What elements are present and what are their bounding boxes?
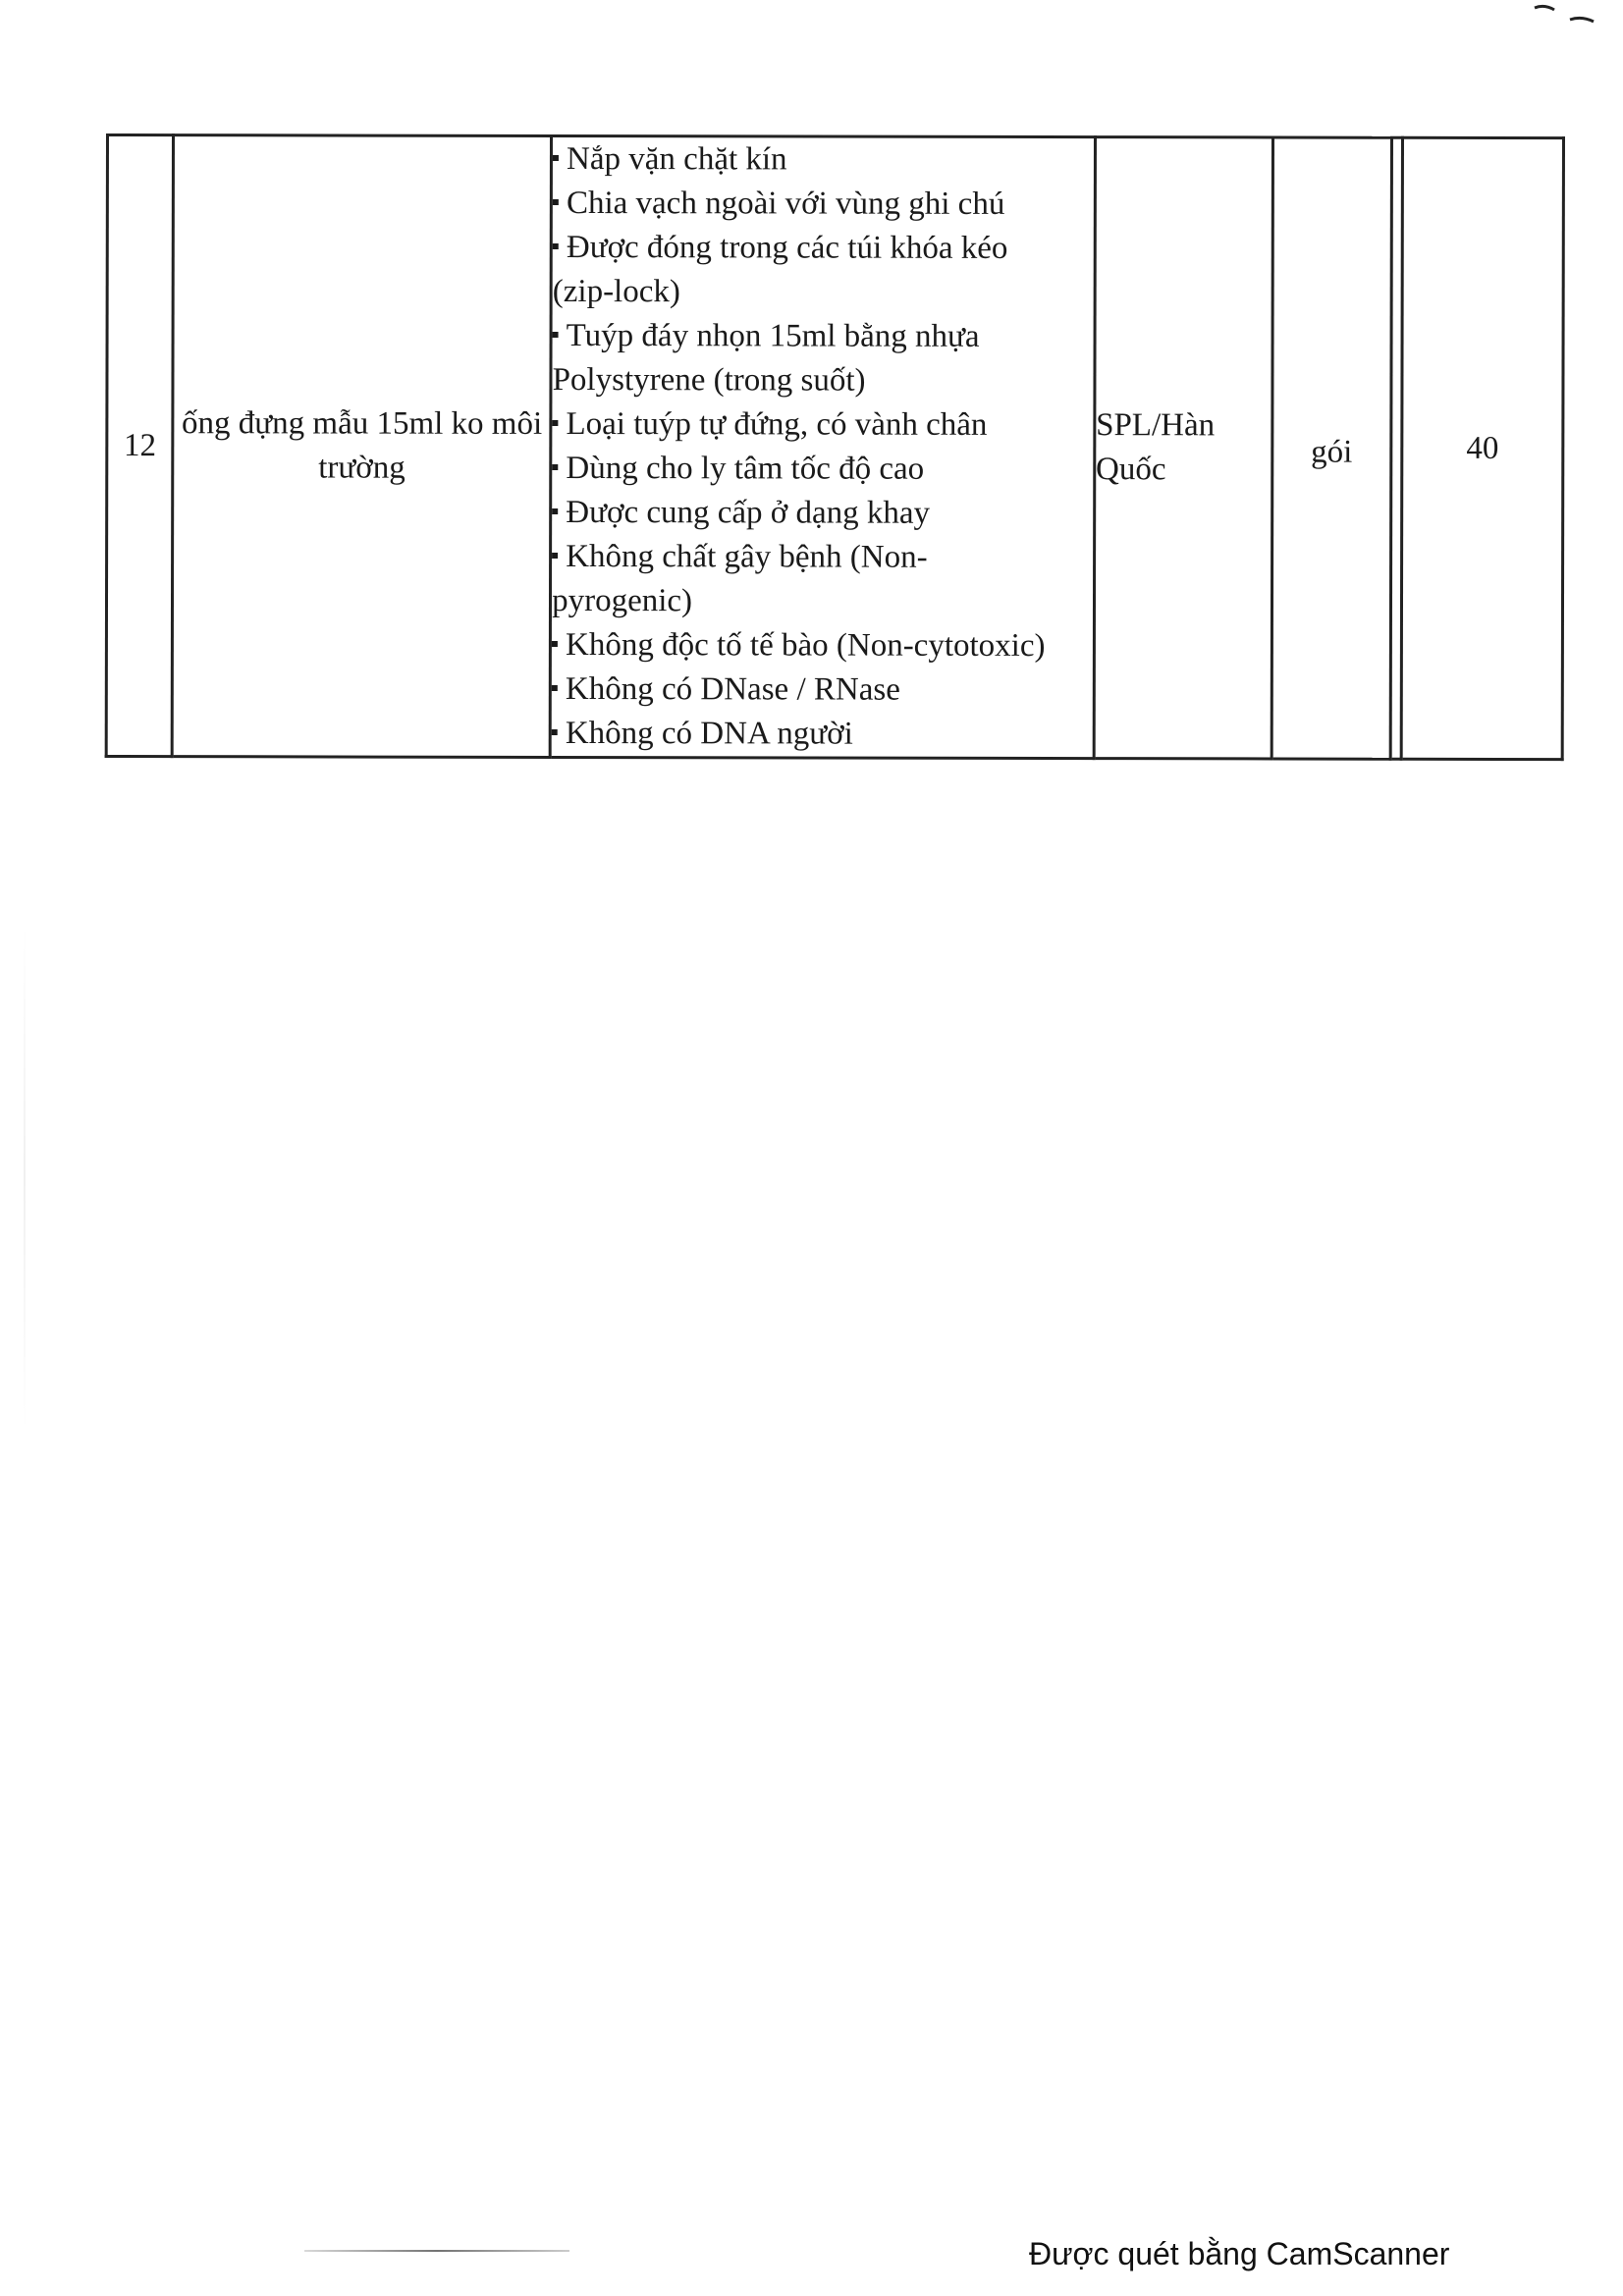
specification-cell	[550, 135, 1095, 758]
spec-text: Không độc tố tế bào (Non-cytotoxic)	[565, 626, 1046, 665]
bullet-icon	[553, 199, 559, 205]
spec-line	[553, 270, 1094, 315]
bullet-icon	[553, 332, 559, 338]
spec-text: Tuýp đáy nhọn 15ml bằng nhựa	[566, 317, 980, 354]
spec-text: (zip-lock)	[552, 273, 680, 310]
spec-line	[553, 226, 1094, 271]
bullet-icon	[552, 641, 558, 647]
spec-text: pyrogenic)	[552, 582, 693, 619]
spec-line	[552, 535, 1093, 580]
spec-line	[553, 182, 1094, 227]
product-name: ống đựng mẫu 15ml ko môi trường	[182, 405, 543, 486]
spec-line	[552, 712, 1093, 757]
spec-line	[553, 314, 1094, 359]
quantity-cell	[1401, 137, 1563, 759]
specification-list	[552, 137, 1094, 757]
bullet-icon	[552, 553, 558, 559]
bullet-icon	[552, 729, 558, 735]
table-row	[106, 135, 1563, 760]
camscanner-watermark: Được quét bằng CamScanner	[1029, 2236, 1450, 2271]
scan-edge-shadow	[24, 923, 26, 1433]
product-name-cell	[172, 135, 551, 758]
bullet-icon	[553, 243, 559, 249]
spec-text: Không có DNase / RNase	[565, 670, 900, 708]
spec-text: Polystyrene (trong suốt)	[552, 361, 866, 399]
product-spec-table	[105, 133, 1565, 761]
spec-line	[552, 447, 1093, 492]
spec-text: Được cung cấp ở dạng khay	[566, 494, 931, 531]
bullet-icon	[552, 508, 558, 514]
spec-text: Không chất gây bệnh (Non-	[566, 538, 928, 575]
unit-cell	[1271, 137, 1392, 759]
spec-text: Chia vạch ngoài với vùng ghi chú	[566, 185, 1005, 222]
row-number: 12	[123, 427, 157, 463]
origin-cell	[1094, 137, 1272, 759]
spec-line	[552, 579, 1093, 624]
row-number-cell	[106, 135, 174, 757]
bullet-icon	[552, 464, 558, 470]
spec-line	[553, 137, 1094, 183]
spec-text: Được đóng trong các túi khóa kéo	[566, 229, 1008, 266]
spec-text: Dùng cho ly tâm tốc độ cao	[566, 450, 925, 487]
origin: SPL/Hàn Quốc	[1095, 407, 1216, 488]
quantity: 40	[1466, 430, 1499, 466]
bullet-icon	[553, 155, 559, 161]
unit: gói	[1311, 434, 1353, 470]
spec-line	[553, 358, 1094, 403]
spec-text: Không có DNA người	[565, 715, 853, 752]
scan-corner-mark	[1527, 0, 1605, 39]
spec-line	[552, 667, 1093, 713]
spec-text: Nắp vặn chặt kín	[567, 140, 787, 178]
bullet-icon	[552, 685, 558, 691]
spec-line	[552, 491, 1093, 536]
spec-text: Loại tuýp tự đứng, có vành chân	[566, 405, 988, 443]
footer-rule	[304, 2250, 569, 2252]
bullet-icon	[553, 420, 559, 426]
spec-line	[552, 623, 1093, 668]
spec-line	[552, 402, 1093, 448]
